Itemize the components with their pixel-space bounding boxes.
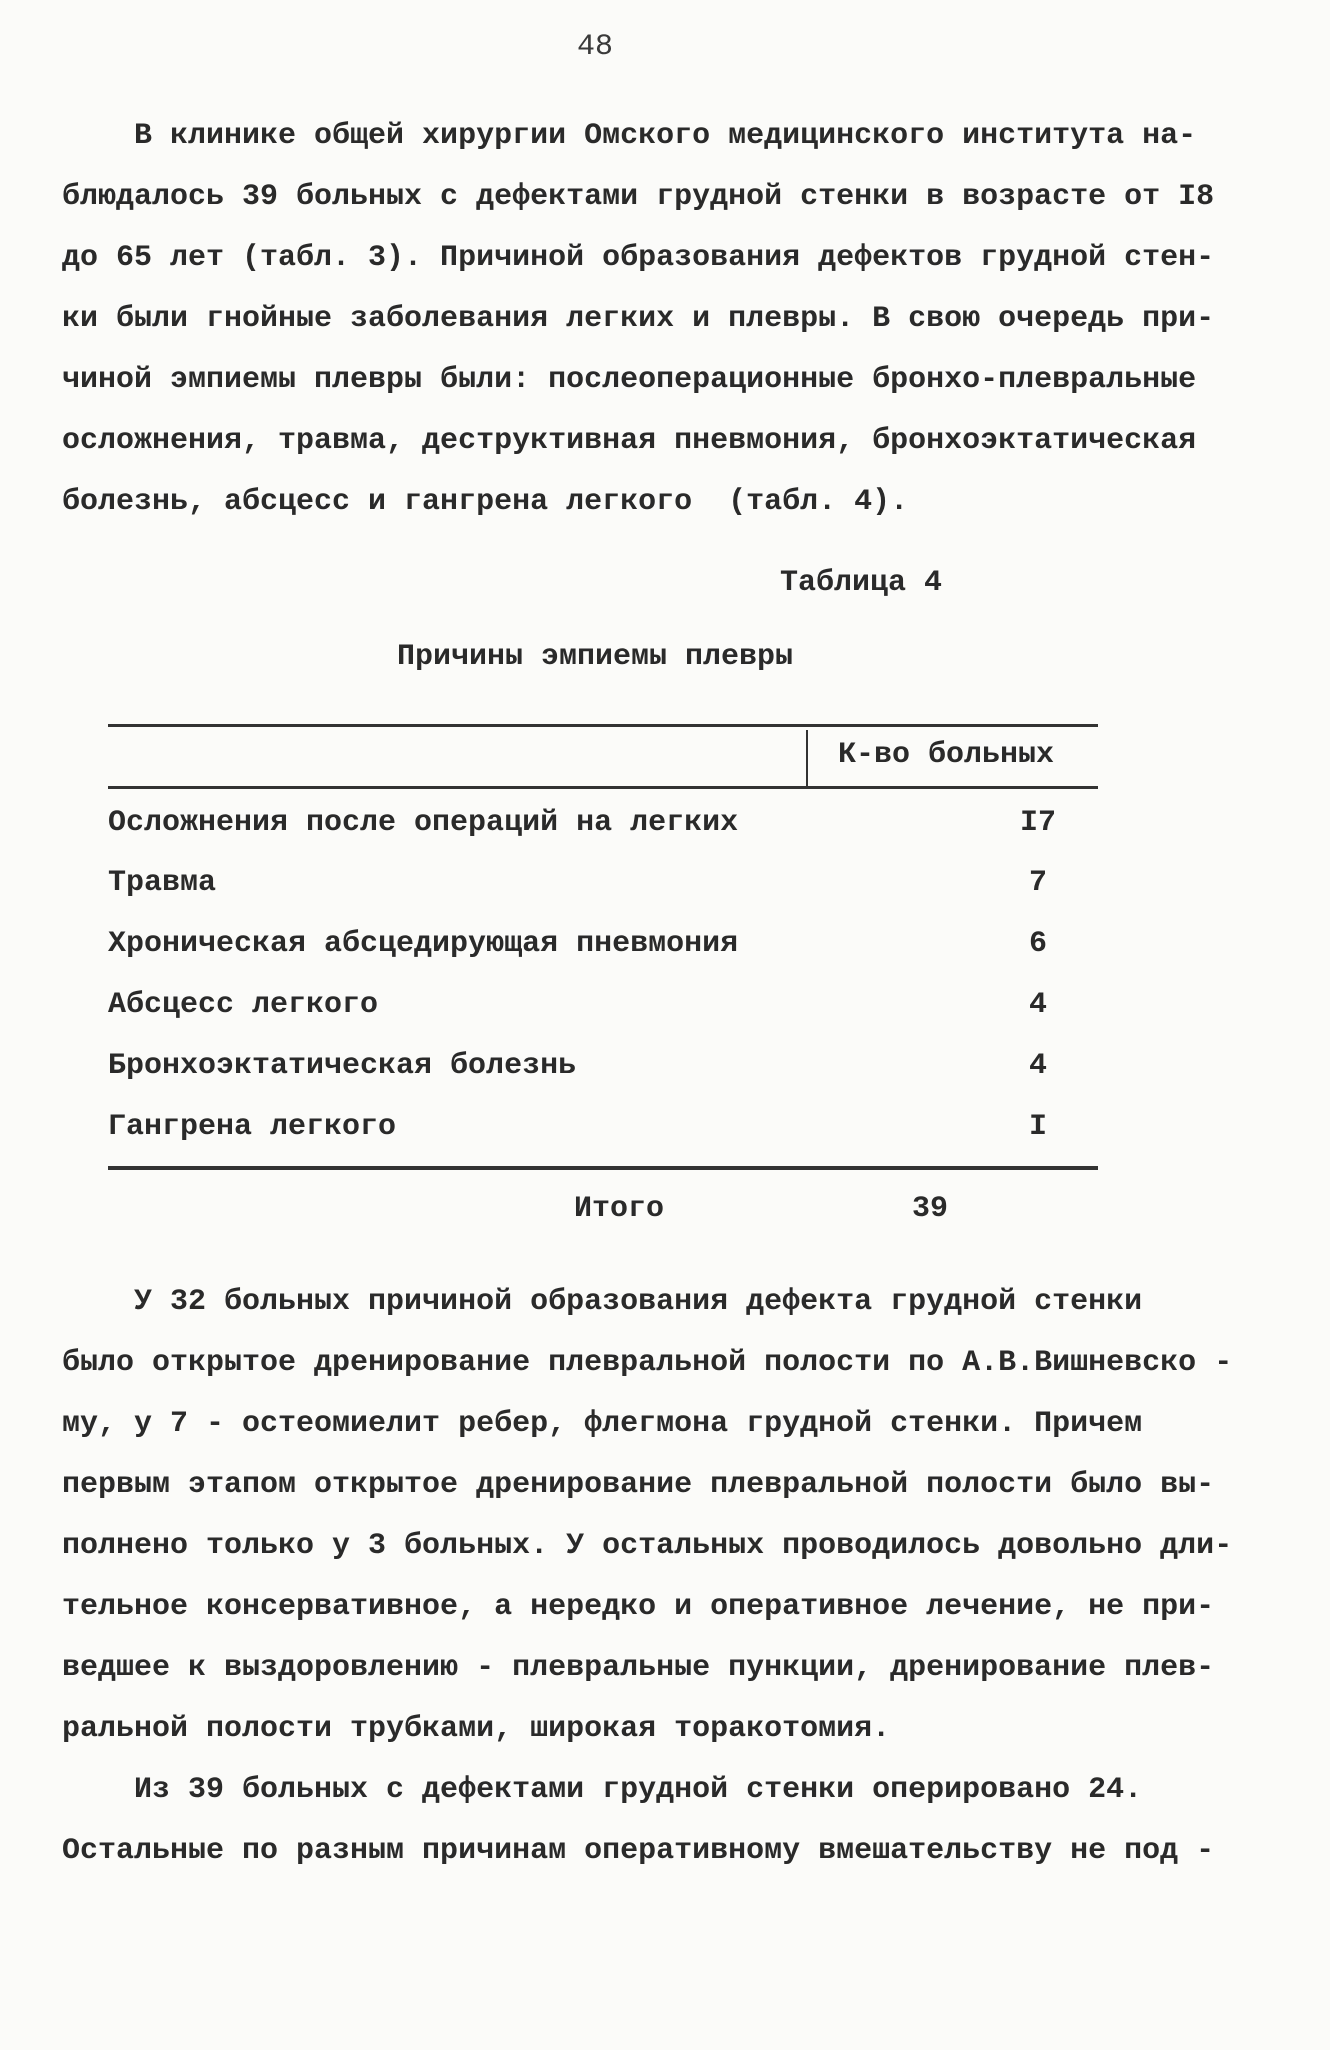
text-line: ральной полости трубками, широкая торакотомия.	[62, 1712, 891, 1746]
row-label: Гангрена легкого	[108, 1110, 397, 1144]
table-bottom-rule	[108, 1166, 1098, 1170]
column-separator	[806, 730, 808, 786]
text-line: Остальные по разным причинам оперативному вмешательству не под -	[62, 1834, 1215, 1868]
text-line: было открытое дренирование плевральной полости по А.В.Вишневско -	[62, 1346, 1233, 1380]
text-line: ки были гнойные заболевания легких и плевры. В свою очередь при-	[62, 302, 1215, 336]
row-label: Осложнения после операций на легких	[108, 806, 739, 840]
row-value: 7	[1028, 866, 1047, 900]
total-label: Итого	[574, 1192, 665, 1226]
paragraph-operated	[62, 1760, 1252, 1882]
page-number: 48	[576, 30, 613, 64]
text-line: болезнь, абсцесс и гангрена легкого (табл. 4).	[62, 485, 909, 519]
text-line: блюдалось 39 больных с дефектами грудной стенки в возрасте от I8	[62, 180, 1215, 214]
text-line: до 65 лет (табл. 3). Причиной образования дефектов грудной стен-	[62, 241, 1215, 275]
text-line: Из 39 больных с дефектами грудной стенки оперировано 24.	[62, 1773, 1143, 1807]
table-row	[108, 1049, 1098, 1109]
row-value: 6	[1028, 927, 1047, 961]
text-line: му, у 7 - остеомиелит ребер, флегмона грудной стенки. Причем	[62, 1407, 1143, 1441]
total-value: 39	[911, 1192, 948, 1226]
table-row	[108, 866, 1098, 926]
paragraph-defect-causes	[62, 1272, 1252, 1760]
text-line: В клинике общей хирургии Омского медицинского института на-	[62, 119, 1197, 153]
table-caption: Таблица 4	[780, 566, 943, 600]
text-line: ведшее к выздоровлению - плевральные пункции, дренирование плев-	[62, 1651, 1215, 1685]
table-row	[108, 988, 1098, 1048]
table-title: Причины эмпиемы плевры	[396, 640, 794, 674]
paragraph-intro	[62, 106, 1252, 533]
column-header-count: К-во больных	[838, 738, 1055, 772]
row-value: 4	[1028, 988, 1047, 1022]
row-value: 4	[1028, 1049, 1047, 1083]
table-top-rule	[108, 724, 1098, 727]
row-label: Травма	[108, 866, 217, 900]
text-line: У 32 больных причиной образования дефекта грудной стенки	[62, 1285, 1143, 1319]
table-row	[108, 806, 1098, 866]
table-row	[108, 927, 1098, 987]
text-line: полнено только у 3 больных. У остальных проводилось довольно дли-	[62, 1529, 1233, 1563]
row-label: Бронхоэктатическая болезнь	[108, 1049, 577, 1083]
row-label: Абсцесс легкого	[108, 988, 379, 1022]
text-line: первым этапом открытое дренирование плевральной полости было вы-	[62, 1468, 1215, 1502]
text-line: тельное консервативное, а нередко и оперативное лечение, не при-	[62, 1590, 1215, 1624]
table-header-rule	[108, 786, 1098, 789]
row-value: I	[1028, 1110, 1047, 1144]
text-line: осложнения, травма, деструктивная пневмония, бронхоэктатическая	[62, 424, 1197, 458]
row-label: Хроническая абсцедирующая пневмония	[108, 927, 739, 961]
text-line: чиной эмпиемы плевры были: послеоперационные бронхо-плевральные	[62, 363, 1197, 397]
table-row	[108, 1110, 1098, 1170]
row-value: I7	[1019, 806, 1056, 840]
